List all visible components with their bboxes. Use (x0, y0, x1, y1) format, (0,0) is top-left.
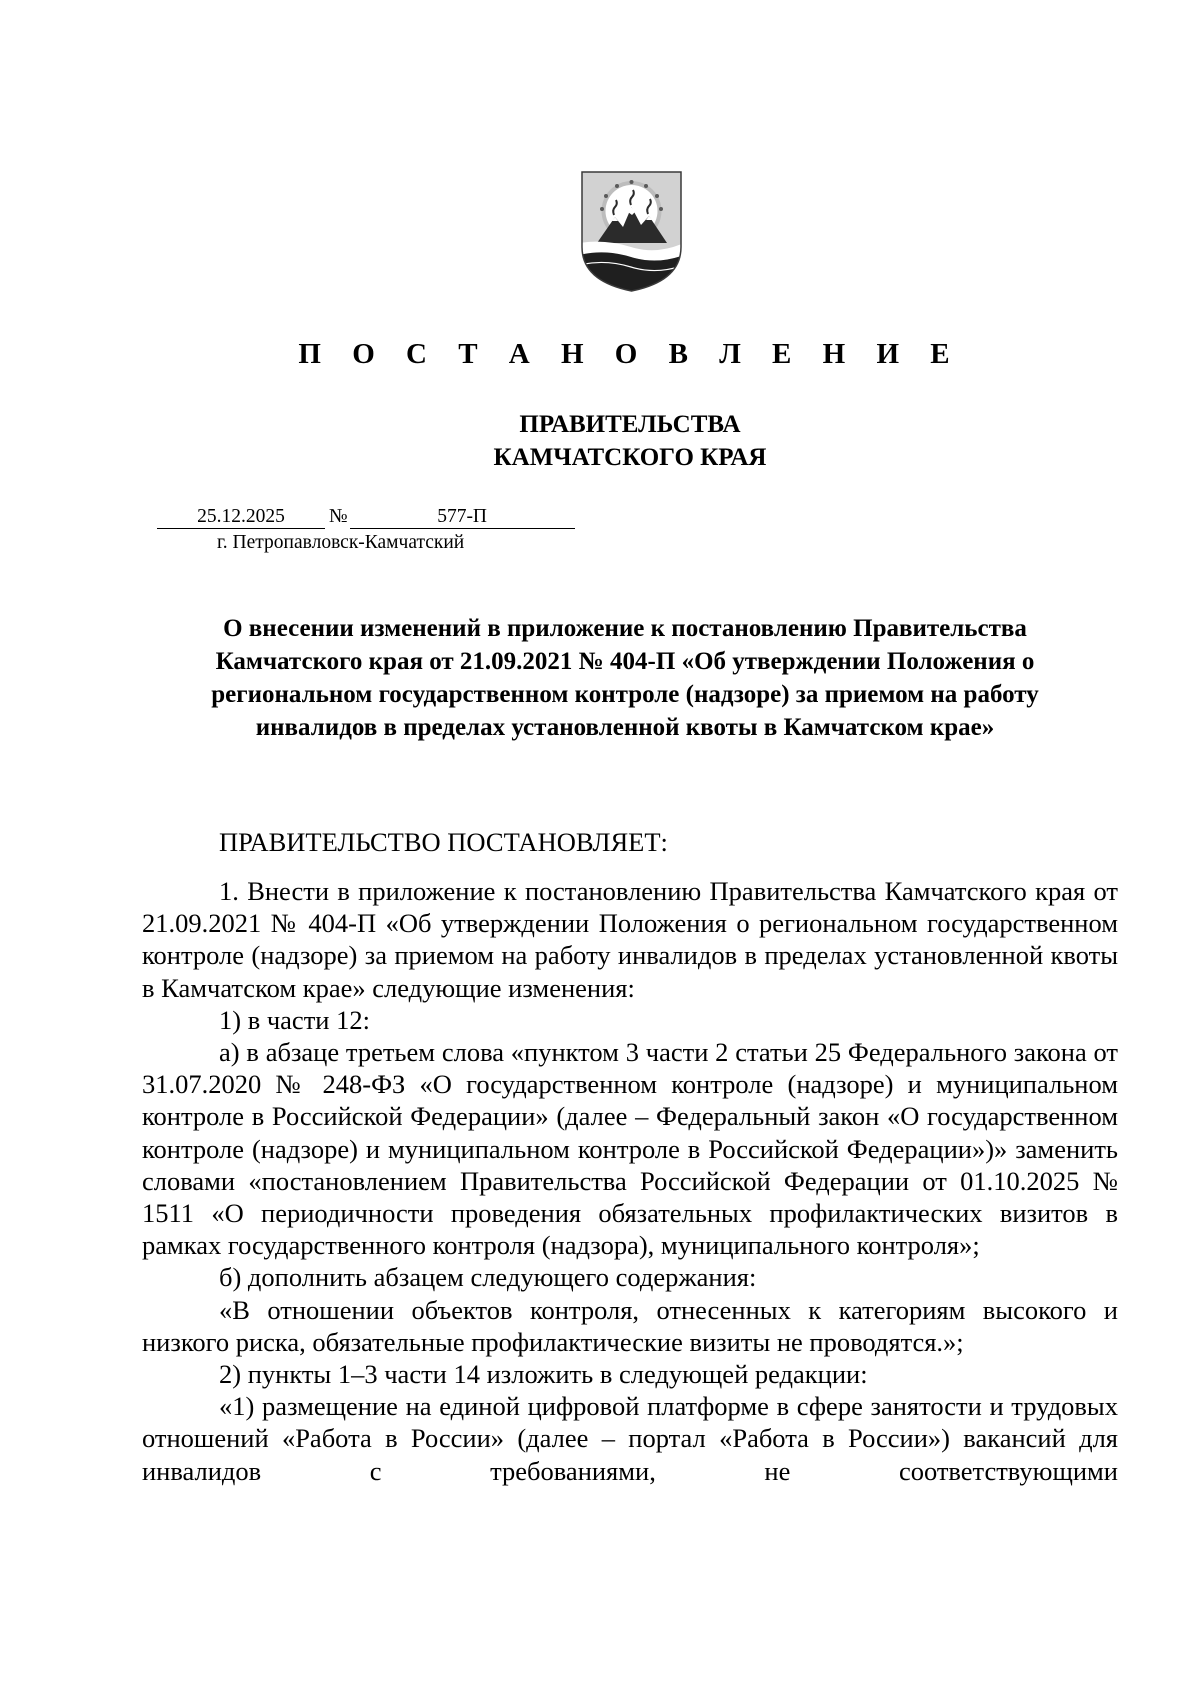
body-paragraph: б) дополнить абзацем следующего содержания: (219, 1262, 757, 1293)
subject-line-1: О внесении изменений в приложение к постановлению Правительства (223, 615, 1027, 642)
document-number: 577-П (350, 506, 575, 529)
subject-line-3: региональном государственном контроле (надзоре) за приемом на работу (211, 681, 1039, 708)
body-paragraph: 1. Внести в приложение к постановлению Правительства Камчатского края от 21.09.2021 № 404-П «Об утверждении Положения о региональном государственном контроле (надзоре) за приемом на работу инвалидов в пределах установленной квоты в Камчатском крае» следующие изменения: (142, 876, 1118, 1003)
date-number-row (157, 505, 575, 529)
number-sign: № (329, 506, 348, 527)
document-type-heading: П О С Т А Н О В Л Е Н И Е (298, 338, 962, 370)
city-line: г. Петропавловск-Камчатский (217, 532, 465, 553)
body-paragraph: «1) размещение на единой цифровой платформе в сфере занятости и трудовых отношений «Работа в России» (далее – портал «Работа в России») вакансий для инвалидов с требованиями, не соответствующими (142, 1391, 1118, 1486)
document-date: 25.12.2025 (157, 506, 325, 529)
body-paragraph: «В отношении объектов контроля, отнесенных к категориям высокого и низкого риска, обязательные профилактические визиты не проводятся.»; (142, 1294, 1118, 1357)
authority-line-1: ПРАВИТЕЛЬСТВА (519, 411, 741, 438)
document-body (142, 875, 1118, 1487)
subject-line-2: Камчатского края от 21.09.2021 № 404-П «Об утверждении Положения о (215, 648, 1035, 675)
body-paragraph: 2) пункты 1–3 части 14 изложить в следующей редакции: (219, 1359, 868, 1390)
subject-line-4: инвалидов в пределах установленной квоты в Камчатском крае» (255, 714, 995, 741)
body-paragraph: 1) в части 12: (219, 1004, 370, 1035)
resolution-clause: ПРАВИТЕЛЬСТВО ПОСТАНОВЛЯЕТ: (219, 827, 668, 857)
document-subject (150, 612, 1100, 744)
body-paragraph: а) в абзаце третьем слова «пунктом 3 части 2 статьи 25 Федерального закона от 31.07.2020 № 248-ФЗ «О государственном контроле (надзоре) и муниципальном контроле в Российской Федерации» (далее – Федеральный закон «О государственном контроле (надзоре) и муниципальном контроле в Российской Федерации»)» заменить словами «постановлением Правительства Российской Федерации от 01.10.2025 № 1511 «О периодичности проведения обязательных профилактических визитов в рамках государственного контроля (надзора), муниципального контроля»; (142, 1037, 1118, 1261)
issuing-authority (0, 408, 1200, 474)
authority-line-2: КАМЧАТСКОГО КРАЯ (493, 444, 767, 471)
coat-of-arms-emblem (579, 169, 684, 294)
